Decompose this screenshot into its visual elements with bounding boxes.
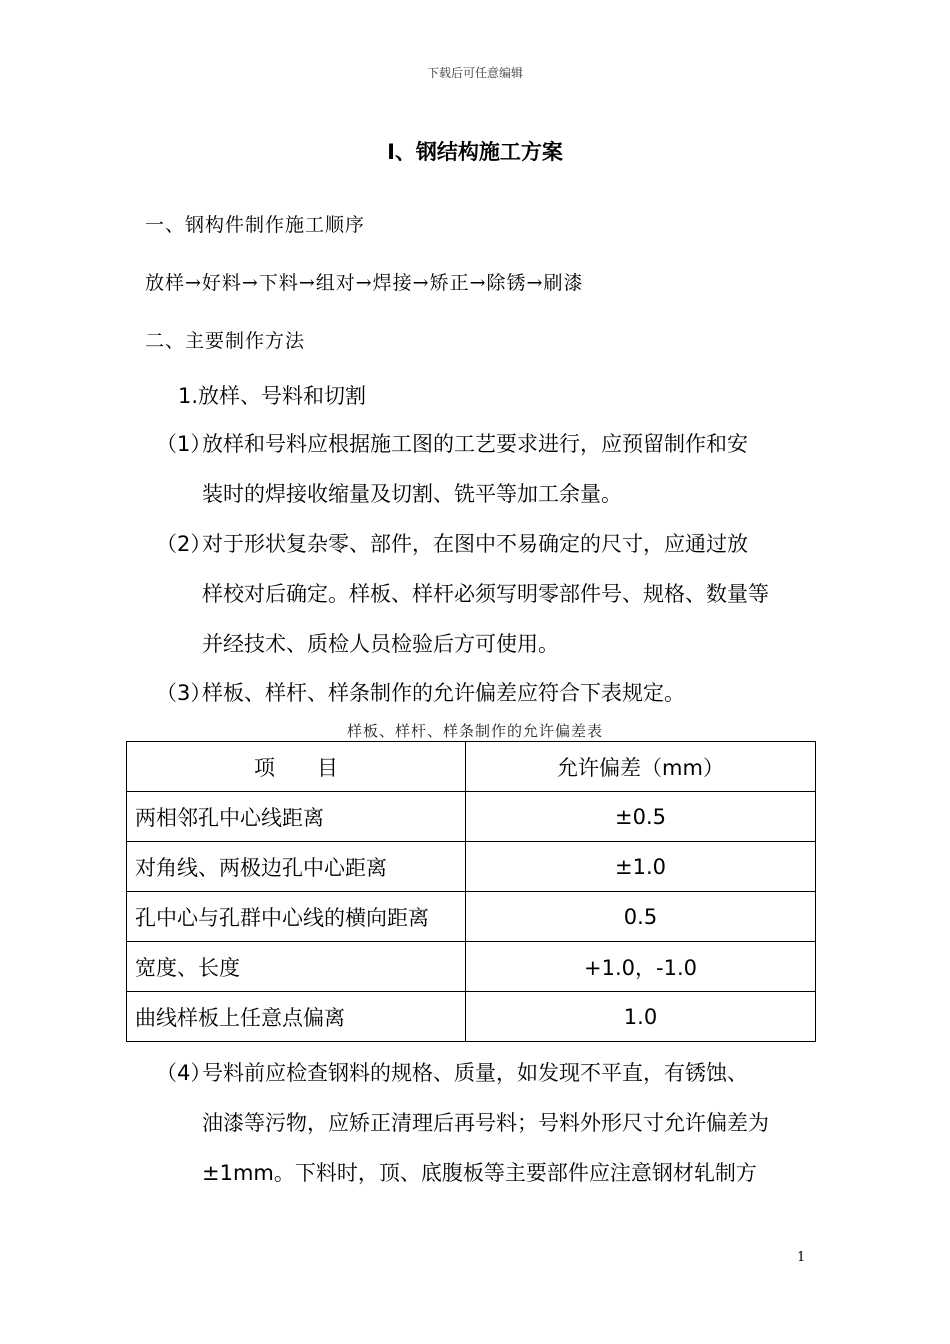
- item-text: [202, 419, 812, 519]
- process-flow: 放样→好料→下料→组对→焊接→矫正→除锈→刷漆: [145, 272, 584, 294]
- item-line: 号料前应检查钢料的规格、质量，如发现不平直，有锈蚀、: [202, 1061, 748, 1085]
- item-number: （3）: [156, 681, 212, 705]
- item-number: （4）: [156, 1061, 212, 1085]
- table-cell: 两相邻孔中心线距离: [127, 792, 466, 842]
- item-number: （2）: [156, 532, 212, 556]
- subsection-heading: 1.放样、号料和切割: [178, 384, 367, 408]
- table-header-cell: 允许偏差（mm）: [466, 742, 816, 792]
- item-line: 放样和号料应根据施工图的工艺要求进行，应预留制作和安: [202, 432, 748, 456]
- table-cell: 宽度、长度: [127, 942, 466, 992]
- item-line: 样校对后确定。样板、样杆必须写明零部件号、规格、数量等: [202, 582, 769, 606]
- item-number: （1）: [156, 432, 212, 456]
- item-line: ±1mm。下料时，顶、底腹板等主要部件应注意钢材轧制方: [202, 1161, 757, 1185]
- table-row: [127, 792, 816, 842]
- item-line: 油漆等污物，应矫正清理后再号料；号料外形尺寸允许偏差为: [202, 1111, 769, 1135]
- table-cell: +1.0，-1.0: [466, 942, 816, 992]
- section1-heading: 一、钢构件制作施工顺序: [145, 214, 366, 236]
- table-cell: ±0.5: [466, 792, 816, 842]
- document-title: I、钢结构施工方案: [387, 140, 563, 164]
- table-cell: ±1.0: [466, 842, 816, 892]
- table-row: [127, 842, 816, 892]
- page-header: 下载后可任意编辑: [426, 66, 523, 80]
- item-text: [202, 668, 812, 718]
- item-line: 样板、样杆、样条制作的允许偏差应符合下表规定。: [202, 681, 685, 705]
- table-row: [127, 992, 816, 1042]
- item-text: [202, 519, 812, 669]
- item-line: 对于形状复杂零、部件，在图中不易确定的尺寸，应通过放: [202, 532, 748, 556]
- tolerance-table: [126, 741, 816, 1042]
- table-cell: 对角线、两极边孔中心距离: [127, 842, 466, 892]
- table-row: [127, 942, 816, 992]
- item-line: 装时的焊接收缩量及切割、铣平等加工余量。: [202, 482, 622, 506]
- page-number: 1: [797, 1250, 806, 1265]
- item-line: 并经技术、质检人员检验后方可使用。: [202, 632, 559, 656]
- table-cell: 0.5: [466, 892, 816, 942]
- table-row: [127, 892, 816, 942]
- table-cell: 曲线样板上任意点偏离: [127, 992, 466, 1042]
- table-header-cell: 项 目: [127, 742, 466, 792]
- table-cell: 孔中心与孔群中心线的横向距离: [127, 892, 466, 942]
- item-text: [202, 1048, 812, 1198]
- table-header-row: [127, 742, 816, 792]
- table-caption: 样板、样杆、样条制作的允许偏差表: [346, 722, 603, 740]
- table-cell: 1.0: [466, 992, 816, 1042]
- section2-heading: 二、主要制作方法: [145, 330, 306, 352]
